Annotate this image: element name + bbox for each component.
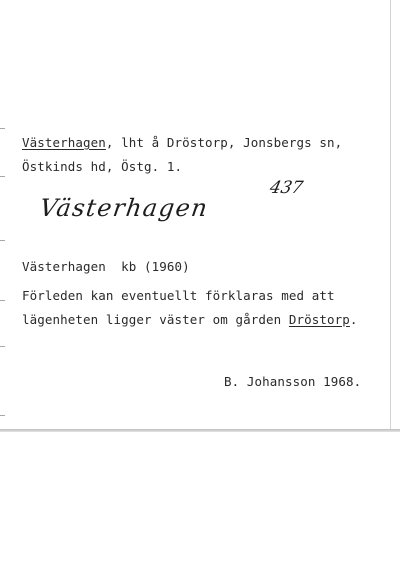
handwritten-place-name: Västerhagen: [38, 194, 211, 222]
record-text: lägenheten ligger väster om gården: [22, 312, 289, 327]
card-edge-marks: [0, 0, 6, 575]
heading-line-1: [22, 137, 342, 150]
record-line-3: [22, 314, 358, 327]
handwritten-number: 437: [267, 178, 305, 198]
card-bottom-edge: [0, 429, 400, 432]
place-name: Västerhagen: [22, 135, 106, 150]
card-right-edge: [390, 0, 391, 430]
signature: B. Johansson 1968.: [224, 374, 362, 389]
record-line-2: Förleden kan eventuellt förklaras med att: [22, 288, 335, 303]
heading-line-2: Östkinds hd, Östg. 1.: [22, 159, 183, 174]
farm-name: Dröstorp: [288, 312, 350, 327]
record-line-1: Västerhagen kb (1960): [22, 259, 190, 274]
record-end: .: [349, 312, 358, 327]
place-location: , lht å Dröstorp, Jonsbergs sn,: [105, 135, 343, 150]
